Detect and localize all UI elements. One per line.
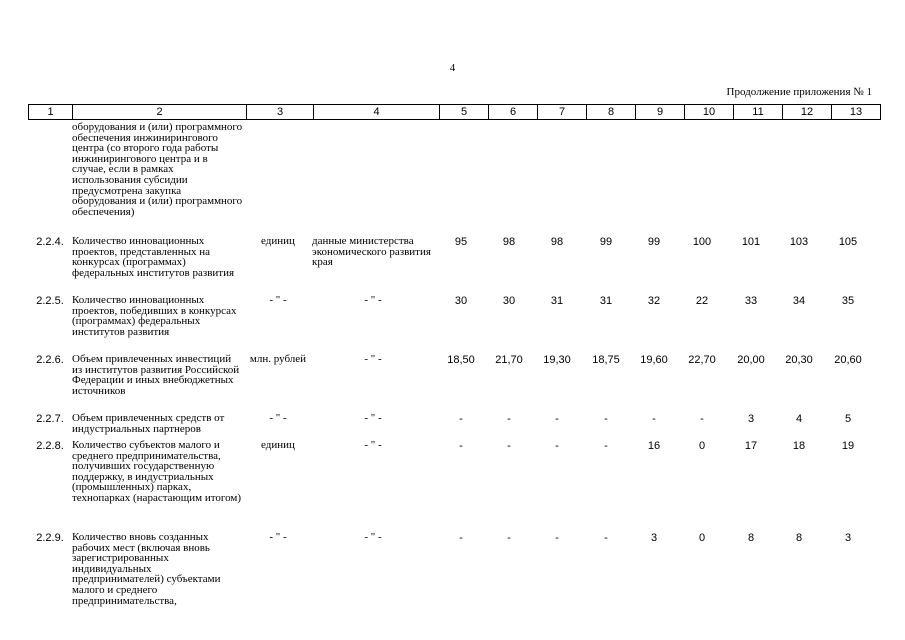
value-cell: 30 — [454, 295, 468, 307]
value-cell: 31 — [599, 295, 613, 307]
value-cell: 20,60 — [834, 354, 862, 366]
data-source: - " - — [364, 531, 382, 543]
indicator-name: Количество инновационных проектов, представленных на конкурсах (программах) федеральных институтов развития — [72, 235, 235, 279]
value-cell: 33 — [744, 295, 758, 307]
indicator-unit: единиц — [261, 439, 295, 451]
value-cell: 17 — [744, 440, 758, 452]
indicator-number: 2.2.4. — [36, 236, 64, 248]
value-cell: 105 — [838, 236, 858, 248]
value-cell: 22 — [695, 295, 709, 307]
value-cell: 20,00 — [737, 354, 765, 366]
indicator-name: Объем привлеченных инвестиций из институтов развития Российской Федерации и иных внебюджетных источников — [72, 353, 240, 397]
header-col-4: 4 — [314, 105, 440, 120]
value-cell: 3 — [844, 532, 852, 544]
value-cell: 32 — [647, 295, 661, 307]
indicator-number: 2.2.8. — [36, 440, 64, 452]
value-cell: - — [459, 440, 463, 452]
value-cell: - — [555, 440, 559, 452]
value-cell: 99 — [599, 236, 613, 248]
header-col-11: 11 — [734, 105, 783, 120]
value-cell: 3 — [650, 532, 658, 544]
header-col-10: 10 — [685, 105, 734, 120]
value-cell: 103 — [789, 236, 809, 248]
header-col-6: 6 — [489, 105, 538, 120]
value-cell: 3 — [747, 413, 755, 425]
indicator-unit: единиц — [261, 235, 295, 247]
data-source: - " - — [364, 439, 382, 451]
value-cell: 22,70 — [688, 354, 716, 366]
value-cell: 35 — [841, 295, 855, 307]
indicator-number: 2.2.5. — [36, 295, 64, 307]
value-cell: 30 — [502, 295, 516, 307]
value-cell: - — [604, 413, 608, 425]
data-source: данные министерства экономического развития края — [312, 235, 431, 269]
value-cell: 98 — [550, 236, 564, 248]
indicator-name: оборудования и (или) программного обеспечения инжинирингового центра (со второго года работы инжинирингового центра и в случае, если в рамках использования субсидии предусмотрена закупка оборудования и (или) программного обеспечения) — [72, 121, 243, 218]
value-cell: - — [459, 413, 463, 425]
header-col-8: 8 — [587, 105, 636, 120]
indicator-name: Количество субъектов малого и среднего предпринимательства, получивших государственную поддержку, в индустриальных (промышленных) парках, технопарках (нарастающим итогом) — [72, 439, 242, 504]
column-number-header — [28, 104, 881, 120]
indicator-number: 2.2.6. — [36, 354, 64, 366]
value-cell: 31 — [550, 295, 564, 307]
value-cell: 4 — [795, 413, 803, 425]
value-cell: 0 — [698, 440, 706, 452]
indicator-number: 2.2.7. — [36, 413, 64, 425]
header-col-13: 13 — [832, 105, 881, 120]
value-cell: 98 — [502, 236, 516, 248]
value-cell: - — [507, 440, 511, 452]
data-source: - " - — [364, 353, 382, 365]
value-cell: 101 — [741, 236, 761, 248]
indicator-unit: - " - — [269, 531, 287, 543]
value-cell: 19,30 — [543, 354, 571, 366]
page-number: 4 — [449, 62, 456, 74]
header-col-12: 12 — [783, 105, 832, 120]
indicator-unit: - " - — [269, 412, 287, 424]
header-col-2: 2 — [73, 105, 247, 120]
value-cell: 21,70 — [495, 354, 523, 366]
data-source: - " - — [364, 294, 382, 306]
indicator-name: Количество инновационных проектов, победивших в конкурсах (программах) федеральных институтов развития — [72, 294, 237, 338]
value-cell: - — [652, 413, 656, 425]
value-cell: 18 — [792, 440, 806, 452]
value-cell: - — [700, 413, 704, 425]
indicator-unit: млн. рублей — [249, 353, 307, 365]
value-cell: 19,60 — [640, 354, 668, 366]
value-cell: - — [555, 413, 559, 425]
value-cell: 8 — [795, 532, 803, 544]
value-cell: - — [507, 413, 511, 425]
header-col-1: 1 — [29, 105, 73, 120]
value-cell: 95 — [454, 236, 468, 248]
value-cell: 100 — [692, 236, 712, 248]
value-cell: 19 — [841, 440, 855, 452]
value-cell: 20,30 — [785, 354, 813, 366]
value-cell: - — [459, 532, 463, 544]
value-cell: - — [555, 532, 559, 544]
value-cell: 18,75 — [592, 354, 620, 366]
value-cell: 5 — [844, 413, 852, 425]
indicator-number: 2.2.9. — [36, 532, 64, 544]
value-cell: 99 — [647, 236, 661, 248]
indicator-name: Объем привлеченных средств от индустриальных партнеров — [72, 412, 225, 435]
header-col-9: 9 — [636, 105, 685, 120]
header-col-3: 3 — [247, 105, 314, 120]
continuation-label: Продолжение приложения № 1 — [726, 86, 872, 98]
indicator-unit: - " - — [269, 294, 287, 306]
value-cell: - — [604, 532, 608, 544]
value-cell: 16 — [647, 440, 661, 452]
data-source: - " - — [364, 412, 382, 424]
value-cell: 18,50 — [447, 354, 475, 366]
header-col-7: 7 — [538, 105, 587, 120]
value-cell: - — [604, 440, 608, 452]
value-cell: 0 — [698, 532, 706, 544]
indicator-name: Количество вновь созданных рабочих мест (включая вновь зарегистрированных индивидуальных предпринимателей) субъектами малого и среднего предпринимательства, — [72, 531, 221, 607]
value-cell: - — [507, 532, 511, 544]
value-cell: 8 — [747, 532, 755, 544]
header-col-5: 5 — [440, 105, 489, 120]
value-cell: 34 — [792, 295, 806, 307]
